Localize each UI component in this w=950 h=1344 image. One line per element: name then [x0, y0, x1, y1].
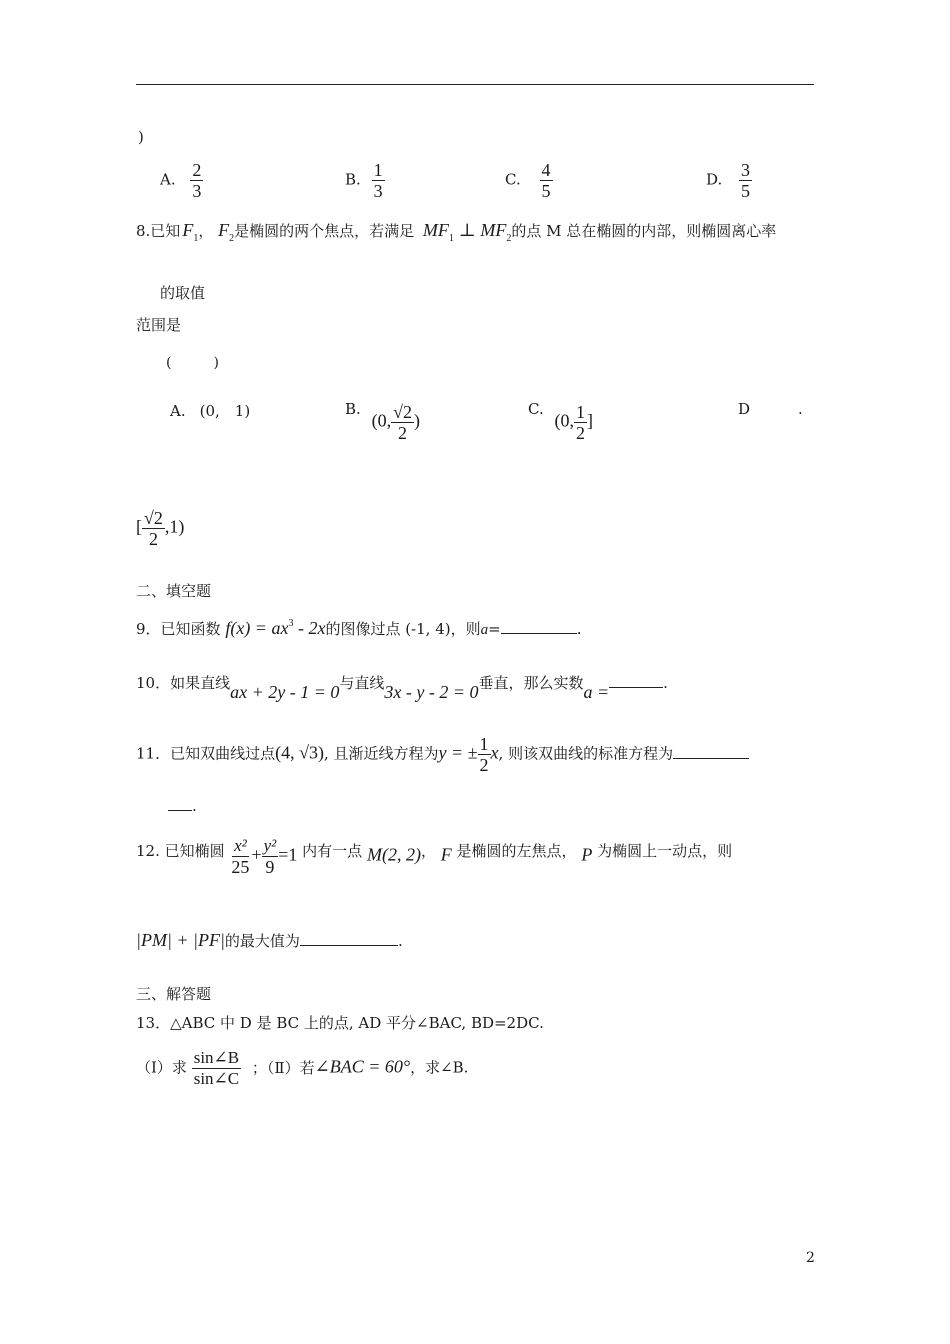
option-fraction: $\frac{√2}{2}$: [144, 508, 163, 549]
q8-option-d-value[interactable]: [ $\frac{√2}{2}$ ,1): [136, 508, 185, 549]
q10-answer-blank[interactable]: [609, 673, 663, 688]
option-label: D.: [706, 170, 723, 189]
q11-answer-blank-tail[interactable]: [168, 796, 192, 811]
option-label: A.: [160, 170, 176, 189]
q12-line2: |PM| + |PF|的最大值为 .: [136, 930, 403, 950]
q7-close-paren: ): [138, 128, 144, 146]
q8-option-d-label[interactable]: D: [738, 400, 751, 418]
page-number: 2: [806, 1250, 815, 1266]
q10-stem: 10．如果直线ax + 2y - 1 = 0与直线3x - y - 2 = 0垂直，那么实数a = .: [136, 674, 668, 702]
header-rule: [136, 84, 814, 85]
q8-stem: 8.已知 $F_1$， $F_2$是椭圆的两个焦点，若满足 $MF_1$ ⊥ $MF_2$的点 M 总在椭圆的内部，则椭圆离心率: [136, 220, 777, 244]
q12-answer-blank[interactable]: [300, 931, 398, 946]
option-fraction: $\frac{1}{3}$: [373, 160, 383, 201]
option-label: B.: [345, 170, 361, 189]
q8-line2: 的取值: [160, 284, 206, 302]
q13-parts: （Ⅰ）求 $\frac{\sin\angle B}{\sin\angle C}$ ；（Ⅱ）若∠BAC = 60°，求∠B.: [136, 1048, 469, 1088]
q7-option-d[interactable]: [706, 160, 752, 201]
q8-option-d-dot: .: [798, 400, 803, 418]
q7-option-c[interactable]: [505, 160, 553, 201]
option-fraction: $\frac{2}{3}$: [192, 160, 202, 201]
option-fraction: $\frac{4}{5}$: [541, 160, 551, 201]
option-fraction: $\frac{1}{2}$: [576, 402, 585, 443]
section-solution-title: 三、解答题: [136, 985, 212, 1003]
q8-answer-paren: ( ): [166, 355, 219, 371]
q11-stem: 11．已知双曲线过点(4, √3), 且渐近线方程为y = ± $\frac{1}{2}$ x, 则该双曲线的标准方程为: [136, 734, 749, 775]
q11-answer-blank[interactable]: [673, 744, 749, 759]
q8-option-c[interactable]: C. (0, $\frac{1}{2}$ ]: [528, 400, 593, 443]
q8-option-b[interactable]: B. (0, $\frac{√2}{2}$ ): [345, 400, 420, 443]
q8-option-a[interactable]: A. (0, 1): [170, 402, 251, 420]
option-fraction: $\frac{3}{5}$: [741, 160, 751, 201]
q8-line3: 范围是: [136, 316, 182, 334]
option-label: C.: [505, 170, 521, 189]
q7-option-b[interactable]: [345, 160, 385, 201]
q7-option-a[interactable]: [160, 160, 203, 201]
option-fraction: $\frac{√2}{2}$: [393, 402, 412, 443]
section-fill-in-title: 二、填空题: [136, 582, 212, 600]
q9-stem: 9．已知函数 $f(x) = ax^3 - 2x$的图像过点 (-1, 4)，则a= .: [136, 618, 582, 638]
q12-stem: 12. 已知椭圆 $\frac{\text{x²}}{25}$ + $\frac{\text{y²}}{9}$ =1 内有一点 M(2, 2)， F 是椭圆的左焦点， P 为椭圆上一动点，则: [136, 836, 733, 877]
q9-answer-blank[interactable]: [501, 619, 577, 634]
q11-blank-continued: .: [168, 796, 197, 815]
q13-stem: 13．△ABC 中 D 是 BC 上的点, AD 平分∠BAC, BD=2DC.: [136, 1014, 544, 1032]
